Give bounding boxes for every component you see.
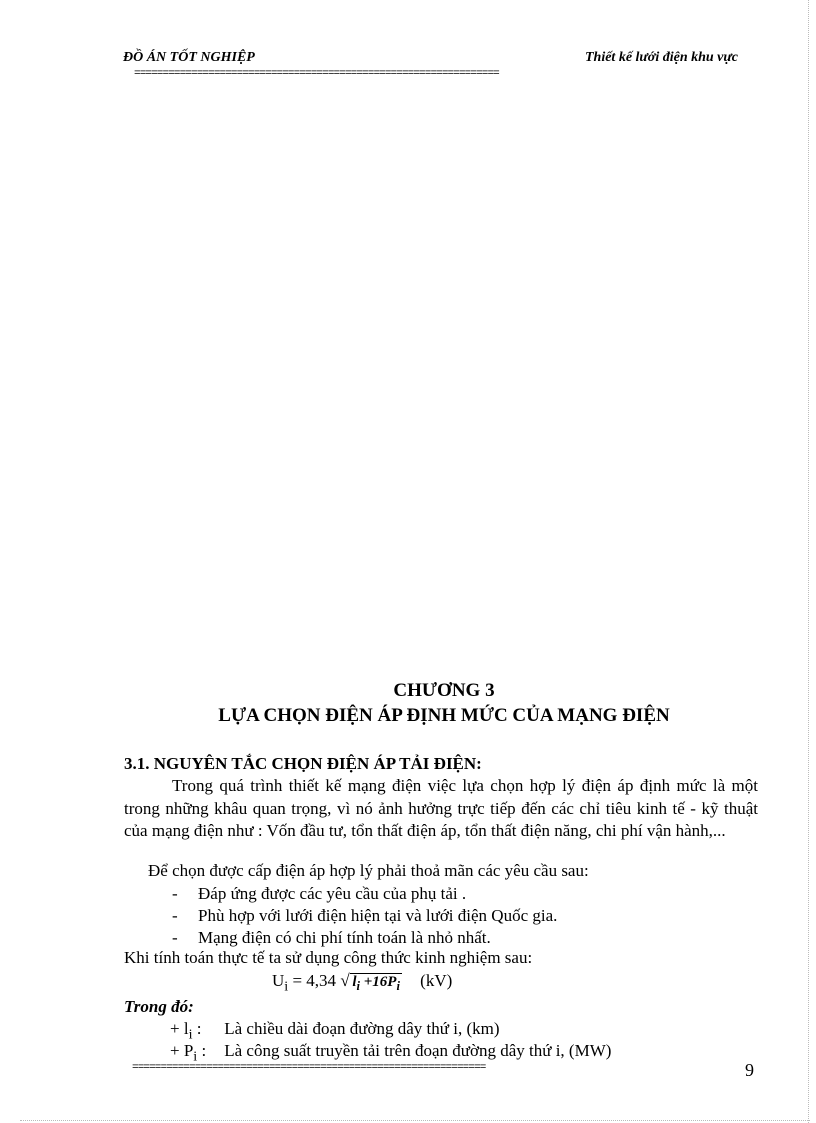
definition-text: Là công suất truyền tải trên đoạn đường dây thứ i, (MW) xyxy=(224,1041,612,1060)
page-number: 9 xyxy=(745,1060,754,1080)
list-item xyxy=(172,906,557,926)
radicand-l-sub: i xyxy=(356,979,360,993)
definition-symbol: + $P_i$ : xyxy=(170,1041,207,1065)
formula xyxy=(272,971,452,995)
footer-rule: ============================================================== xyxy=(132,1062,486,1074)
header-right-title: Thiết kế lưới điện khu vực xyxy=(584,50,738,65)
where-label: Trong đó: xyxy=(124,997,194,1016)
section-heading: 3.1. NGUYÊN TẮC CHỌN ĐIỆN ÁP TẢI ĐIỆN: xyxy=(124,754,482,773)
radicand-p-sub: i xyxy=(396,979,400,993)
list-item xyxy=(172,884,466,904)
radicand-l: l xyxy=(352,974,357,990)
radicand-p: +16P xyxy=(359,974,397,990)
chapter-number: CHƯƠNG 3 xyxy=(393,680,495,701)
bullet-dash: - xyxy=(172,906,178,925)
bullet-dash: - xyxy=(172,884,178,903)
requirement-text: Đáp ứng được các yêu cầu của phụ tải . xyxy=(198,884,467,903)
definition-text: Là chiều dài đoạn đường dây thứ i, (km) xyxy=(224,1019,500,1038)
square-root xyxy=(350,973,402,994)
list-item xyxy=(172,928,491,948)
requirements-intro: Để chọn được cấp điện áp hợp lý phải thoả mãn các yêu cầu sau: xyxy=(148,861,589,880)
page-bottom-border xyxy=(20,1120,810,1121)
formula-intro: Khi tính toán thực tế ta sử dụng công thức kinh nghiệm sau: xyxy=(124,948,533,967)
bullet-dash: - xyxy=(172,928,178,947)
chapter-title: LỰA CHỌN ĐIỆN ÁP ĐỊNH MỨC CỦA MẠNG ĐIỆN xyxy=(218,705,670,726)
formula-eq: = 4,34 xyxy=(288,971,341,990)
page-right-border xyxy=(808,0,809,1123)
header-left-title: ĐỒ ÁN TỐT NGHIỆP xyxy=(123,50,255,65)
formula-lhs-sub: i xyxy=(284,978,289,995)
header-rule: ================================================================ xyxy=(134,68,499,80)
formula-lhs: U xyxy=(272,971,285,990)
requirement-text: Phù hợp với lưới điện hiện tại và lưới điện Quốc gia. xyxy=(198,906,558,925)
section-paragraph: Trong quá trình thiết kế mạng điện việc lựa chọn hợp lý điện áp định mức là một trong những khâu quan trọng, vì nó ảnh hưởng trực tiếp đến các chỉ tiêu kinh tế - kỹ thuật của mạng điện như : Vốn đầu tư, tổn thất điện áp, tổn thất điện năng, chi phí vận hành,... xyxy=(124,776,758,840)
formula-unit: (kV) xyxy=(420,971,453,990)
definition-row xyxy=(170,1019,500,1043)
requirement-text: Mạng điện có chi phí tính toán là nhỏ nhất. xyxy=(198,928,491,947)
definition-symbol: + $l_i$ : xyxy=(170,1019,202,1043)
